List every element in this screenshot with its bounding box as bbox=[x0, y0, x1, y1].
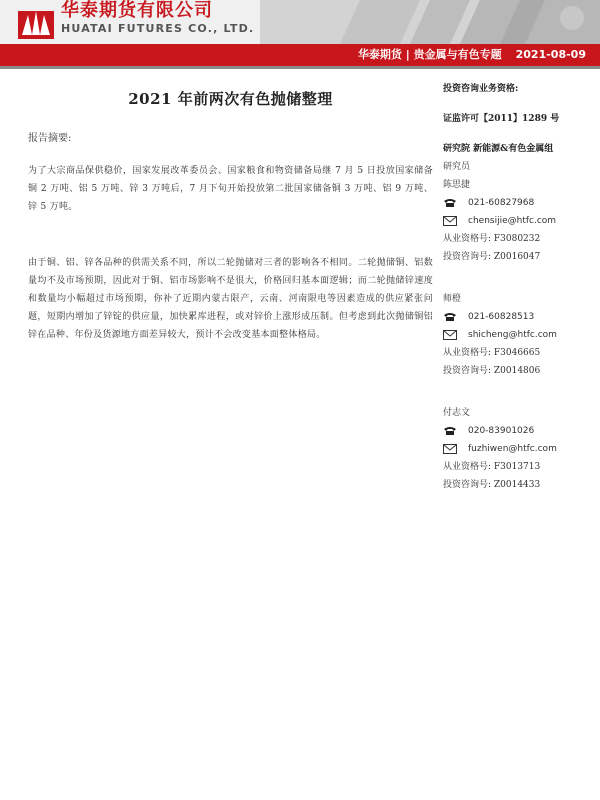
header-banner bbox=[0, 0, 600, 44]
institute-name: 研究院 新能源&有色金属组 bbox=[443, 144, 554, 154]
role-label: 研究员 bbox=[443, 162, 471, 172]
analyst-email[interactable]: chensijie@htfc.com bbox=[443, 212, 593, 230]
report-body bbox=[28, 88, 433, 382]
analyst-practice-number: 从业资格号: F3080232 bbox=[443, 234, 541, 244]
summary-label: 报告摘要: bbox=[28, 133, 72, 144]
summary-paragraph-1: 为了大宗商品保供稳价，国家发展改革委员会、国家粮食和物资储备局继 7 月 5 日投放国家储备铜 2 万吨、铝 5 万吨、锌 3 万吨后，7 月下旬开始投放第二批国家储备铜 3 万吨、铝 9 万吨、锌 5 万吨。 bbox=[28, 166, 433, 212]
analyst-practice-number: 从业资格号: F3046665 bbox=[443, 348, 541, 358]
analyst-advisory-number: 投资咨询号: Z0016047 bbox=[443, 252, 541, 262]
report-series-label: 华泰期货 | 贵金属与有色专题 bbox=[357, 48, 502, 61]
company-name-cn: 华泰期货有限公司 bbox=[61, 0, 213, 21]
report-date: 2021-08-09 bbox=[515, 48, 586, 61]
email-icon bbox=[443, 216, 457, 226]
summary-paragraph-2: 由于铜、铝、锌各品种的供需关系不同，所以二轮抛储对三者的影响各不相同。二轮抛储铜、铝数量均不及市场预期，因此对于铜、铝市场影响不是很大，价格回归基本面逻辑；而二轮抛储锌速度和数量均小幅超过市场预期，你补了近期内蒙古限产，云南、河南限电等因素造成的供应紧张问题，短期内增加了锌锭的供应量，加快累库进程，或对锌价上涨形成压制。但考虑到此次抛储铜铝锌在品种、年份及货源地方面差异较大，预计不会改变基本面整体格局。 bbox=[28, 258, 433, 340]
analyst-advisory-number: 投资咨询号: Z0014806 bbox=[443, 366, 541, 376]
phone-icon bbox=[443, 198, 457, 208]
analyst-email[interactable]: shicheng@htfc.com bbox=[443, 326, 593, 344]
company-logo bbox=[18, 0, 254, 44]
phone-icon bbox=[443, 312, 457, 322]
report-series-bar bbox=[0, 44, 600, 66]
analyst-phone: 021-60827968 bbox=[443, 194, 593, 212]
analyst-name: 陈思捷 bbox=[443, 180, 471, 190]
analyst-advisory-number: 投资咨询号: Z0014433 bbox=[443, 480, 541, 490]
header-divider bbox=[0, 66, 600, 69]
email-icon bbox=[443, 330, 457, 340]
company-name-en: HUATAI FUTURES CO., LTD. bbox=[61, 22, 255, 35]
logo-icon bbox=[18, 5, 54, 39]
analyst-sidebar bbox=[443, 80, 593, 494]
analyst-name: 付志文 bbox=[443, 408, 471, 418]
analyst-phone: 021-60828513 bbox=[443, 308, 593, 326]
license-heading: 投资咨询业务资格: bbox=[443, 84, 519, 94]
phone-icon bbox=[443, 426, 457, 436]
analyst-email[interactable]: fuzhiwen@htfc.com bbox=[443, 440, 593, 458]
analyst-practice-number: 从业资格号: F3013713 bbox=[443, 462, 541, 472]
analyst-phone: 020-83901026 bbox=[443, 422, 593, 440]
license-number: 证监许可【2011】1289 号 bbox=[443, 114, 560, 124]
email-icon bbox=[443, 444, 457, 454]
analyst-name: 师橙 bbox=[443, 294, 462, 304]
report-title: 2021 年前两次有色抛储整理 bbox=[128, 90, 333, 108]
